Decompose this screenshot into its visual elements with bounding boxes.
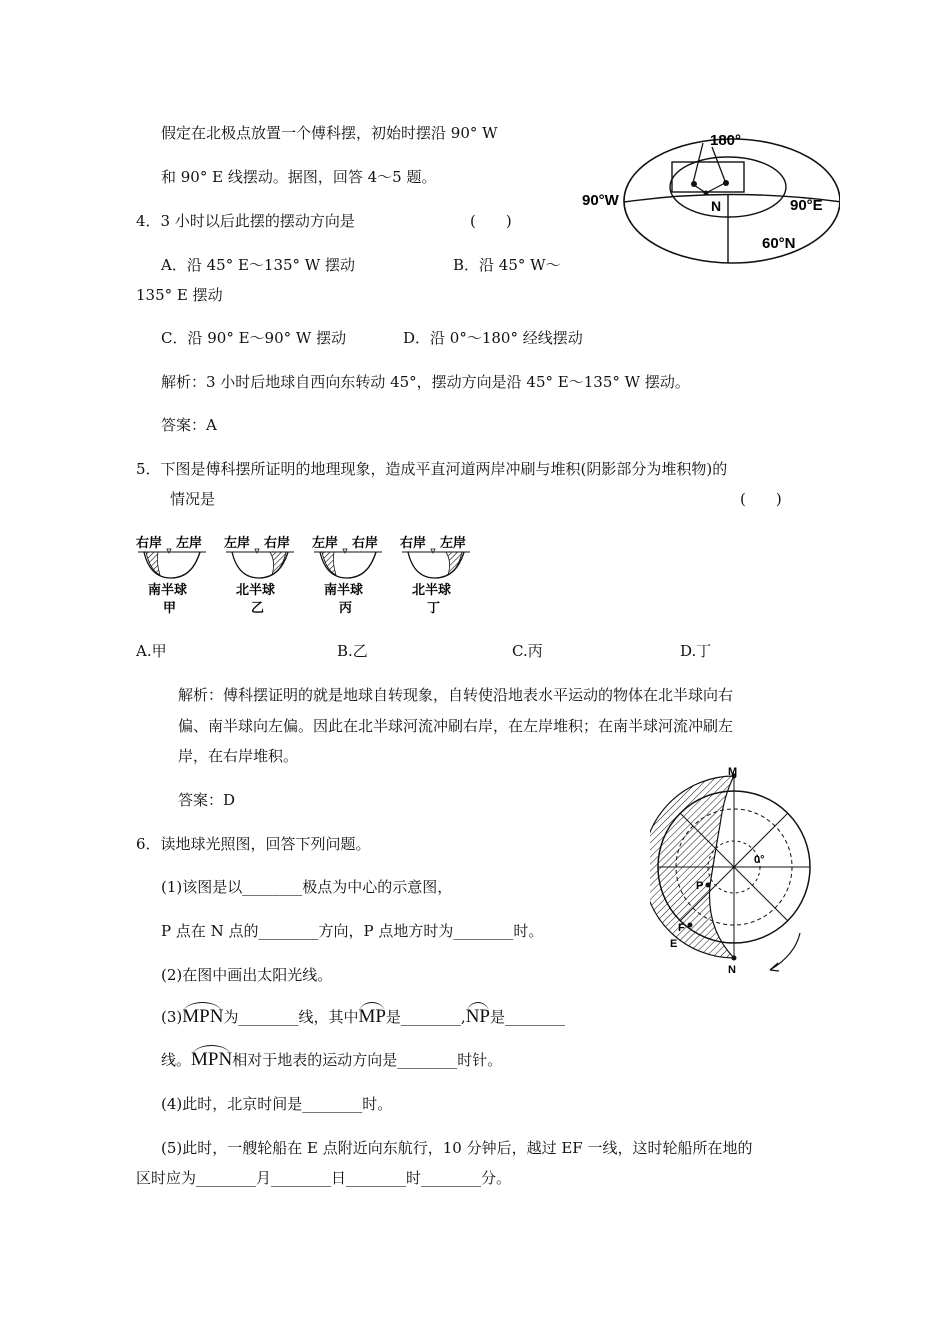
bing-hemisphere: 南半球: [324, 582, 364, 597]
jia-name: 甲: [163, 600, 177, 615]
q5-option-d: D.丁: [680, 642, 712, 660]
arc-mp: MP: [358, 1006, 386, 1027]
label-n: N: [711, 198, 722, 214]
q4-analysis: 解析：3 小时后地球自西向东转动 45°，摆动方向是沿 45° E～135° W 摆动。: [161, 373, 690, 391]
q6-part-3: [161, 1007, 565, 1027]
q6-stem: 6．读地球光照图，回答下列问题。: [136, 835, 371, 853]
ding-hemisphere: 北半球: [412, 582, 452, 597]
label-180: 180°: [710, 132, 742, 149]
q4-option-c: C．沿 90° E～90° W 摆动: [161, 329, 347, 347]
q6-part-5a: (5)此时，一艘轮船在 E 点附近向东航行，10 分钟后，越过 EF 一线，这时轮船所在地的: [161, 1139, 753, 1157]
arc-mpn-2: MPN: [191, 1049, 233, 1070]
q6-part-3-mid1: 为________线，其中: [223, 1008, 359, 1026]
jia-hemisphere: 南半球: [148, 582, 188, 597]
q6-part-4: (4)此时，北京时间是________时。: [161, 1095, 393, 1113]
label-f: F: [678, 922, 685, 934]
panel-ding: [400, 535, 470, 615]
panel-yi: [224, 535, 294, 615]
q6-part-1b: P 点在 N 点的________方向，P 点地方时为________时。: [161, 922, 544, 940]
q5-bracket: ( ): [740, 490, 782, 508]
q6-part-3-mid2: 是________,: [385, 1008, 466, 1026]
q6-part-3b-prefix: 线。: [161, 1051, 192, 1069]
label-m: M: [728, 766, 738, 778]
yi-name: 乙: [251, 600, 265, 615]
q5-option-b: B.乙: [337, 642, 368, 660]
q5-analysis-3: 岸，在右岸堆积。: [178, 747, 299, 765]
arc-mpn: MPN: [182, 1006, 224, 1027]
earth-illumination-figure: [650, 765, 830, 980]
q4-option-b: B．沿 45° W～: [453, 256, 561, 274]
ding-right-bank: 左岸: [440, 535, 467, 550]
q4-option-b-cont: 135° E 摆动: [136, 286, 223, 304]
q5-option-a: A.甲: [136, 642, 167, 660]
arc-np: NP: [465, 1006, 490, 1027]
yi-left-bank: 左岸: [224, 535, 251, 550]
q5-option-c: C.丙: [512, 642, 543, 660]
q6-part-3b: [161, 1050, 502, 1070]
intro-line-2: 和 90° E 线摆动。据图，回答 4～5 题。: [161, 168, 437, 186]
label-p: P: [696, 880, 704, 892]
bing-right-bank: 右岸: [352, 535, 379, 550]
panel-bing: [312, 535, 382, 615]
bing-name: 丙: [339, 600, 353, 615]
river-cross-section-figure: [136, 530, 476, 620]
label-90w: 90°W: [582, 192, 619, 209]
panel-jia: [136, 535, 206, 615]
q6-part-3b-end: 相对于地表的运动方向是________时针。: [232, 1051, 503, 1069]
q5-stem-1: 5．下图是傅科摆所证明的地理现象，造成平直河道两岸冲刷与堆积(阴影部分为堆积物)的: [136, 460, 728, 478]
q4-stem: 4．3 小时以后此摆的摆动方向是: [136, 212, 355, 230]
q4-answer: 答案：A: [161, 416, 217, 434]
jia-left-bank: 右岸: [136, 535, 163, 550]
label-n2: N: [728, 964, 736, 976]
q6-part-2: (2)在图中画出太阳光线。: [161, 966, 333, 984]
q5-answer: 答案：D: [178, 791, 236, 809]
q4-option-a: A．沿 45° E～135° W 摆动: [161, 256, 355, 274]
label-90e: 90°E: [790, 197, 823, 214]
q6-part-3-prefix: (3): [161, 1008, 183, 1026]
jia-right-bank: 左岸: [176, 535, 203, 550]
ding-left-bank: 右岸: [400, 535, 427, 550]
q6-part-3-end: 是________: [490, 1008, 566, 1026]
foucault-pendulum-figure: [580, 125, 840, 265]
q5-analysis-1: 解析：傅科摆证明的就是地球自转现象，自转使沿地表水平运动的物体在北半球向右: [178, 686, 734, 704]
label-60n: 60°N: [762, 235, 796, 252]
label-e: E: [670, 938, 678, 950]
yi-hemisphere: 北半球: [236, 582, 276, 597]
q5-stem-2: 情况是: [170, 490, 216, 508]
q6-part-1a: (1)该图是以________极点为中心的示意图，: [161, 878, 453, 896]
q4-bracket: ( ): [470, 212, 512, 230]
q6-part-5b: 区时应为________月________日________时________分。: [136, 1169, 512, 1187]
q4-option-d: D．沿 0°～180° 经线摆动: [403, 329, 583, 347]
yi-right-bank: 右岸: [264, 535, 291, 550]
q5-analysis-2: 偏、南半球向左偏。因此在北半球河流冲刷右岸，在左岸堆积；在南半球河流冲刷左: [178, 717, 734, 735]
intro-line-1: 假定在北极点放置一个傅科摆，初始时摆沿 90° W: [161, 124, 498, 142]
ding-name: 丁: [427, 600, 441, 615]
bing-left-bank: 左岸: [312, 535, 339, 550]
label-0deg: 0°: [754, 854, 765, 866]
